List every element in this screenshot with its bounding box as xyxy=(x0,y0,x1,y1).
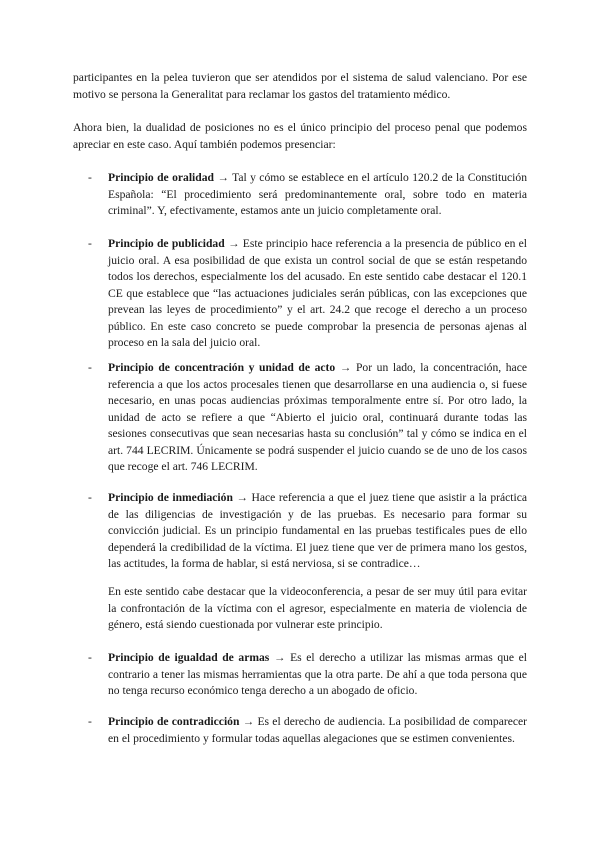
intro-paragraph: participantes en la pelea tuvieron que ser atendidos por el sistema de salud valenciano. Por ese motivo se persona la Generalitat para reclamar los gastos del tratamiento médico. xyxy=(73,71,527,101)
principle-title: Principio de contradicción xyxy=(108,715,240,728)
inmediacion-extra-paragraph: En este sentido cabe destacar que la videoconferencia, a pesar de ser muy útil para evitar la confrontación de la víctima con el agresor, especialmente en materia de violencia de género, está siendo cuestionada por vulnerar este principio. xyxy=(108,585,527,631)
principle-text xyxy=(108,490,527,573)
principle-text xyxy=(108,170,527,220)
bullet-dash: - xyxy=(88,715,92,728)
principle-item-contradiccion xyxy=(89,714,527,747)
principle-title: Principio de igualdad de armas xyxy=(108,651,270,664)
intro-paragraph-2: Ahora bien, la dualidad de posiciones no es el único principio del proceso penal que podemos apreciar en este caso. Aquí también podemos presenciar: xyxy=(73,121,527,151)
principle-text xyxy=(108,714,527,747)
principle-item-inmediacion xyxy=(89,490,527,573)
principle-text xyxy=(108,360,527,476)
bullet-dash: - xyxy=(88,361,92,374)
bullet-dash: - xyxy=(88,171,92,184)
principle-title: Principio de concentración y unidad de acto xyxy=(108,361,336,374)
bullet-dash: - xyxy=(88,491,92,504)
principle-item-igualdad xyxy=(89,650,527,700)
principle-body: → Hace referencia a que el juez tiene que asistir a la práctica de las diligencias de investigación y de las pruebas. Es necesario para formar su convicción judicial. Es un principio fundamental en las pruebas testificales pues de ello dependerá la credibilidad de la víctima. El juez tiene que ver de primera mano los gestos, las actitudes, la forma de hablar, si está nerviosa, si se contradice… xyxy=(108,491,528,570)
principle-text xyxy=(108,650,527,700)
principle-body: → Es el derecho de audiencia. La posibilidad de comparecer en el procedimiento y formular todas aquellas alegaciones que se estimen convenientes. xyxy=(108,715,528,745)
bullet-dash: - xyxy=(88,237,92,250)
bullet-dash: - xyxy=(88,651,92,664)
principle-text xyxy=(108,236,527,352)
principle-title: Principio de inmediación xyxy=(108,491,233,504)
principle-body: → Tal y cómo se establece en el artículo 120.2 de la Constitución Española: “El procedimiento será predominantemente oral, sobre todo en materia criminal”. Y, efectivamente, estamos ante un juicio completamente oral. xyxy=(108,171,527,217)
principle-title: Principio de publicidad xyxy=(108,237,225,250)
principle-body: → Este principio hace referencia a la presencia de público en el juicio oral. A esa posibilidad de que exista un control social de que se están respetando todos los derechos, especialmente los del acusado. En este sentido cabe destacar el 120.1 CE que establece que “las actuaciones judiciales serán públicas, con las excepciones que prevean las leyes de procedimiento” y el art. 24.2 que recoge el derecho a un proceso público. En este caso concreto se puede comprobar la presencia de personas ajenas al proceso en la sala del juicio oral. xyxy=(108,237,528,349)
principle-item-oralidad xyxy=(89,170,527,220)
principle-title: Principio de oralidad xyxy=(108,171,214,184)
principle-body: → Por un lado, la concentración, hace referencia a que los actos procesales tienen que desarrollarse en una audiencia o, si fuese necesario, en unas pocas audiencias próximas temporalmente entre sí. Por otro lado, la unidad de acto se refiere a que “Abierto el juicio oral, continuará durante todas las sesiones consecutivas que sean necesarias hasta su conclusión” tal y cómo se indica en el art. 744 LECRIM. Únicamente se podrá suspender el juicio cuando se de uno de los casos que recoge el art. 746 LECRIM. xyxy=(108,361,527,473)
principle-body: → Es el derecho a utilizar las mismas armas que el contrario a tener las mismas herramientas que la otra parte. De ahí a que toda persona que no tenga recurso económico tenga derecho a un abogado de oficio. xyxy=(108,651,527,697)
principle-item-publicidad xyxy=(89,236,527,352)
principle-item-concentracion xyxy=(89,360,527,476)
